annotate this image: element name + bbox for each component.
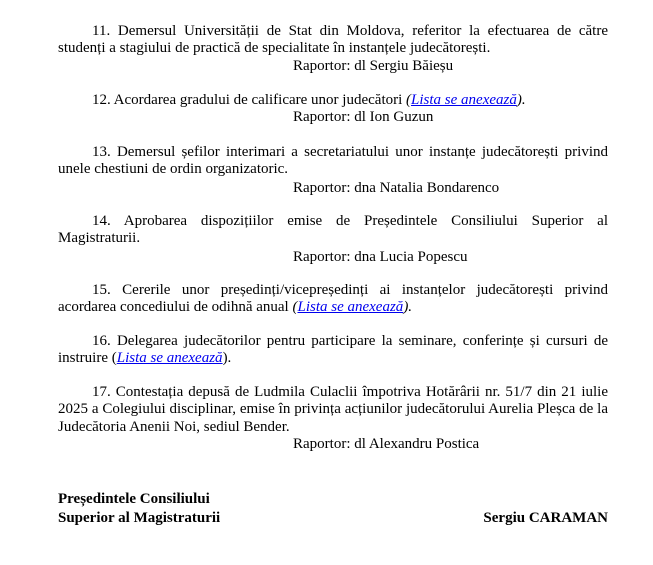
item-text-body: 16. Delegarea judecătorilor pentru participare la seminare, conferințe și cursuri de instruire ( — [58, 333, 608, 367]
raportor: Raportor: dl Alexandru Postica — [293, 435, 480, 452]
open-paren: ( — [406, 92, 412, 108]
item-text-body: 12. Acordarea gradului de calificare unor judecători — [92, 92, 407, 108]
item-text-body: 15. Cererile unor președinți/vicepreședinți ai instanțelor judecătorești privind acordarea concediului de odihnă anual — [58, 282, 608, 316]
item-text: 14. Aprobarea dispozițiilor emise de Președintele Consiliului Superior al Magistraturii. — [58, 213, 608, 247]
agenda-item-14 — [58, 213, 608, 266]
raportor: Raportor: dna Natalia Bondarenco — [293, 179, 500, 196]
agenda-item-15 — [58, 282, 608, 317]
item-text — [58, 282, 608, 317]
item-text: 11. Demersul Universității de Stat din Moldova, referitor la efectuarea de către studenți a stagiului de practică de specialitate în instanțele judecătorești. — [58, 23, 608, 57]
raportor: Raportor: dna Lucia Popescu — [293, 248, 468, 265]
close-paren: ). — [222, 350, 232, 367]
item-text — [58, 333, 608, 368]
agenda-item-17 — [58, 384, 608, 453]
raportor: Raportor: dl Sergiu Băieșu — [293, 57, 454, 74]
close-paren: ). — [516, 92, 526, 108]
signatory-title-line1: Președintele Consiliului — [58, 491, 210, 507]
signatory-title-line2: Superior al Magistraturii — [58, 509, 221, 526]
annex-link[interactable]: Lista se anexează — [411, 92, 517, 108]
signatory-name: Sergiu CARAMAN — [483, 509, 608, 526]
open-paren: ( — [292, 299, 298, 316]
item-text: 13. Demersul șefilor interimari a secretariatului unor instanțe judecătorești privind unele chestiuni de ordin organizatoric. — [58, 144, 608, 178]
agenda-item-13 — [58, 144, 608, 197]
agenda-item-12 — [58, 92, 608, 127]
item-text — [58, 92, 608, 109]
annex-link[interactable]: Lista se anexează — [297, 299, 404, 316]
raportor: Raportor: dl Ion Guzun — [293, 109, 434, 126]
signatory-title — [58, 490, 220, 527]
annex-link[interactable]: Lista se anexează — [116, 350, 223, 367]
agenda-item-11 — [58, 23, 608, 75]
agenda-item-16 — [58, 333, 608, 368]
item-text: 17. Contestația depusă de Ludmila Culaclii împotriva Hotărârii nr. 51/7 din 21 iulie 2025 a Colegiului disciplinar, emise în privința acțiunilor judecătorului Aurelia Pleșca de la Judecătoria Anenii Noi, sediul Bender. — [58, 384, 608, 435]
close-paren: ). — [403, 299, 413, 316]
